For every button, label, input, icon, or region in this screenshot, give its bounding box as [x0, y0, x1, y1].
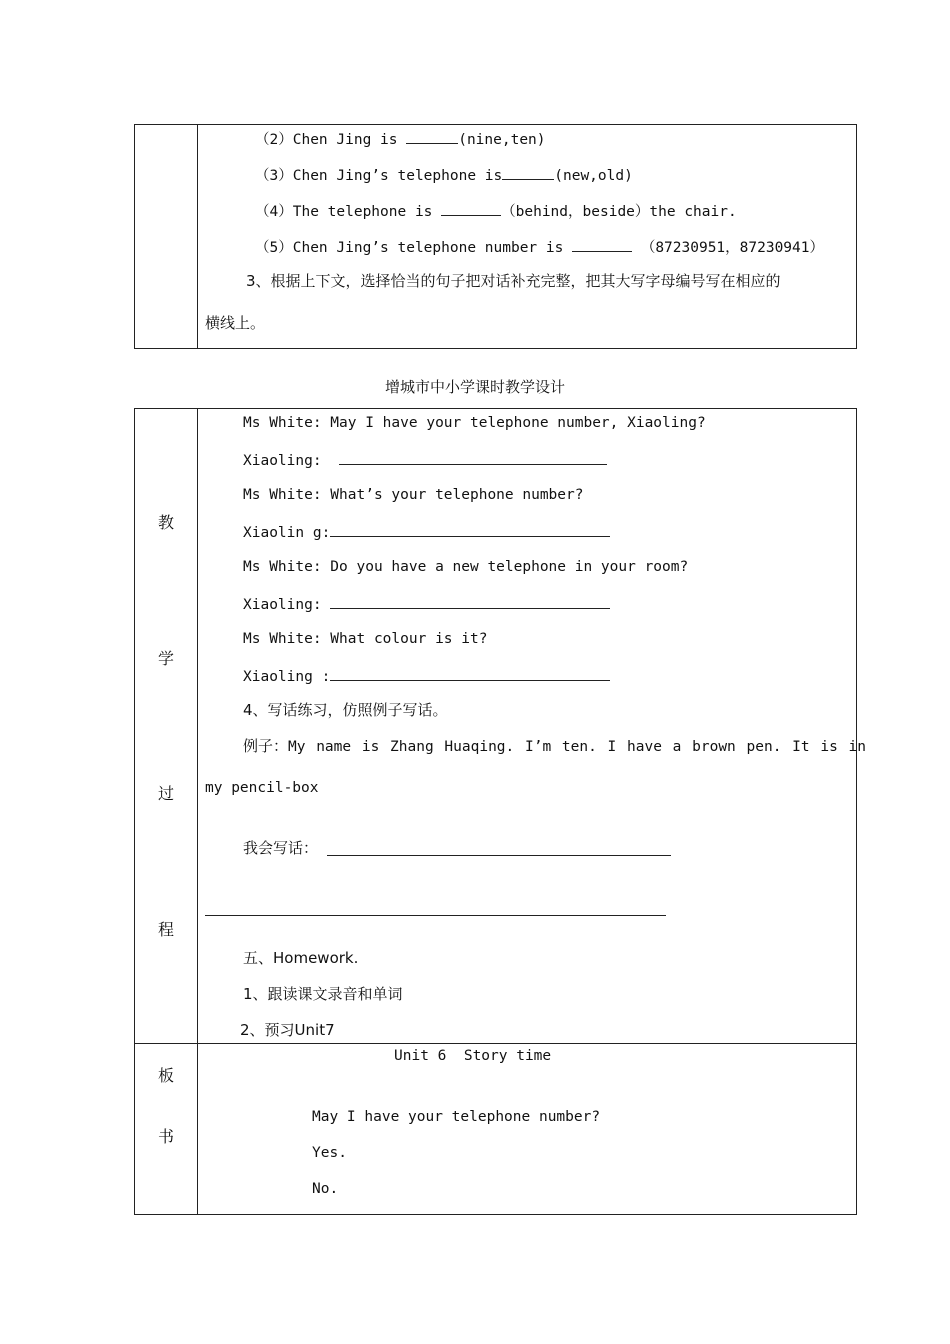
- question-3: （3）Chen Jing’s telephone is (new,old): [255, 165, 633, 185]
- answer-blank[interactable]: [339, 450, 607, 465]
- example-sentence-cont: my pencil-box: [205, 780, 319, 796]
- dialogue-line: Ms White: What’s your telephone number?: [243, 487, 584, 503]
- task-4-instruction: 4、写话练习，仿照例子写话。: [243, 701, 448, 719]
- column-divider: [197, 409, 198, 1214]
- dialogue-line: Ms White: May I have your telephone number, Xiaoling?: [243, 415, 706, 431]
- side-label-ban: 板: [157, 1066, 174, 1085]
- answer-blank[interactable]: [330, 594, 610, 609]
- answer-blank[interactable]: [502, 165, 554, 180]
- dialogue-line: Xiaolin g:: [243, 522, 610, 542]
- board-title: Unit 6 Story time: [394, 1048, 552, 1064]
- page-caption: 增城市中小学课时教学设计: [384, 378, 565, 396]
- question-2: （2）Chen Jing is (nine,ten): [255, 129, 546, 149]
- write-prompt: 我会写话：: [243, 839, 319, 857]
- dialogue-line: Ms White: What colour is it?: [243, 631, 488, 647]
- answer-blank[interactable]: [406, 129, 458, 144]
- example-sentence: 例子：My name is Zhang Huaqing. I’m ten. I have a brown pen. It is in: [243, 737, 866, 755]
- task-3-instruction-cont: 横线上。: [205, 314, 266, 332]
- task-3-instruction: 3、根据上下文，选择恰当的句子把对话补充完整，把其大写字母编号写在相应的: [246, 272, 781, 290]
- board-line: May I have your telephone number?: [312, 1109, 601, 1125]
- dialogue-line: Ms White: Do you have a new telephone in your room?: [243, 559, 689, 575]
- dialogue-line: Xiaoling:: [243, 450, 607, 470]
- homework-title: 五、Homework.: [243, 949, 359, 967]
- write-answer-line[interactable]: [327, 855, 671, 856]
- board-line: No.: [312, 1181, 339, 1197]
- homework-item: 1、跟读课文录音和单词: [243, 985, 403, 1003]
- column-divider: [197, 125, 198, 348]
- question-4: （4）The telephone is （behind，beside）the chair.: [255, 201, 737, 221]
- side-label-xue: 学: [157, 649, 174, 668]
- side-label-jiao: 教: [157, 513, 174, 532]
- answer-blank[interactable]: [330, 522, 610, 537]
- answer-blank[interactable]: [330, 666, 610, 681]
- dialogue-line: Xiaoling:: [243, 594, 610, 614]
- side-label-cheng: 程: [157, 920, 174, 939]
- row-divider: [135, 1043, 856, 1044]
- answer-blank[interactable]: [441, 201, 501, 216]
- question-5: （5）Chen Jing’s telephone number is （87230951，87230941）: [255, 237, 824, 257]
- write-answer-line[interactable]: [205, 915, 666, 916]
- answer-blank[interactable]: [572, 237, 632, 252]
- side-label-shu: 书: [157, 1127, 174, 1146]
- homework-item: 2、预习Unit7: [240, 1021, 335, 1039]
- board-line: Yes.: [312, 1145, 347, 1161]
- side-label-guo: 过: [157, 784, 174, 803]
- dialogue-line: Xiaoling :: [243, 666, 610, 686]
